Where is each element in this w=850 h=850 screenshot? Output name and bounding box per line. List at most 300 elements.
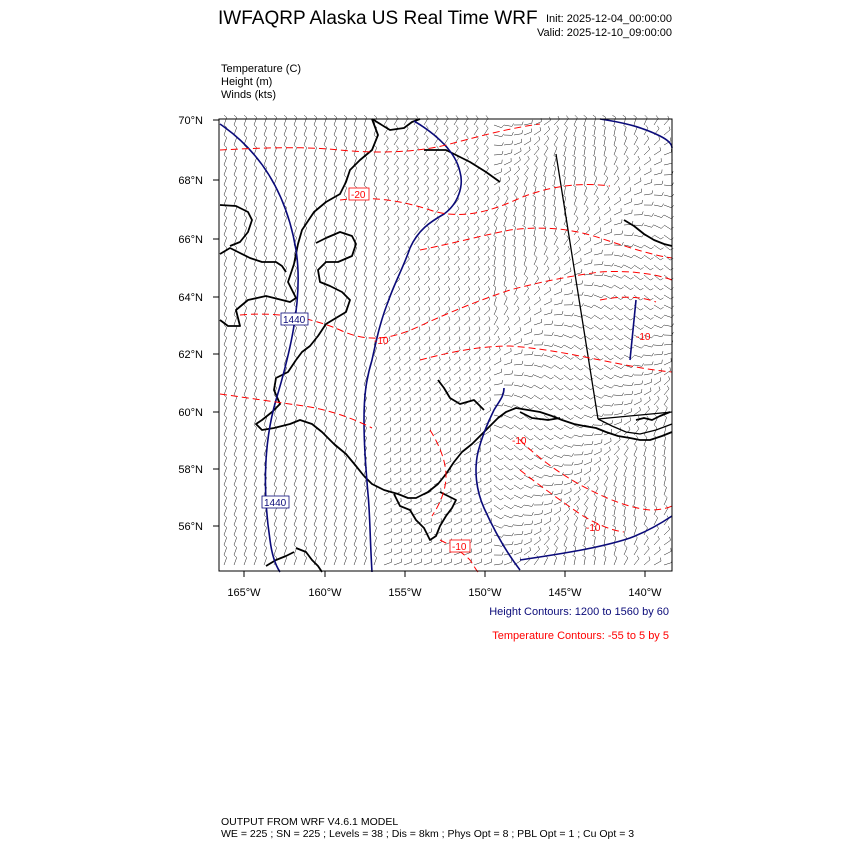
wind-barb — [384, 320, 390, 325]
wind-barb-flag — [244, 465, 247, 467]
wind-barb-flag — [420, 437, 421, 441]
wind-barb-flag — [532, 512, 533, 515]
wind-barb — [414, 421, 421, 425]
wind-barb — [614, 315, 620, 320]
wind-barb-flag — [374, 545, 377, 547]
wind-barb — [384, 249, 389, 255]
wind-barb-flag — [643, 465, 646, 467]
wind-barb — [454, 481, 461, 485]
wind-barb — [564, 239, 569, 246]
wind-barb-flag — [574, 525, 577, 527]
wind-barb-flag — [447, 206, 449, 209]
wind-barb — [394, 340, 400, 345]
lon-label-155: 155°W — [388, 587, 422, 599]
wind-barb — [584, 198, 587, 205]
wind-barb — [644, 315, 651, 319]
wind-barb-flag — [334, 485, 337, 487]
wind-barb-flag — [531, 396, 534, 398]
wind-barb-flag — [522, 384, 524, 387]
wind-barb — [664, 563, 672, 565]
wind-barb — [414, 471, 421, 475]
wind-barb-flag — [254, 325, 257, 327]
wind-barb — [274, 138, 277, 146]
wind-barb-flag — [572, 165, 575, 167]
wind-barb — [534, 445, 540, 450]
wind-barb-flag — [516, 295, 518, 298]
wind-barb — [484, 552, 491, 555]
wind-barb-flag — [480, 427, 481, 431]
lon-label-150: 150°W — [468, 587, 502, 599]
wind-barb — [364, 178, 367, 186]
wind-barb — [604, 557, 606, 565]
wind-barb-flag — [641, 267, 644, 269]
wind-barb-flag — [640, 278, 643, 280]
wind-barb-flag — [617, 176, 619, 179]
wind-barb — [514, 455, 520, 460]
wind-barb-flag — [541, 397, 544, 399]
wind-barb — [234, 338, 237, 346]
wind-barb-flag — [386, 146, 388, 149]
wind-barb — [414, 259, 419, 265]
wind-barb — [614, 458, 619, 465]
wind-barb — [514, 320, 520, 325]
wind-barb — [544, 158, 547, 165]
wind-barb — [354, 548, 357, 556]
wind-barb-flag — [364, 505, 367, 507]
wind-barb-flag — [508, 326, 509, 329]
wind-barb — [254, 328, 257, 336]
wind-barb — [544, 148, 548, 155]
wind-barb — [654, 518, 658, 525]
wind-barb — [564, 425, 571, 429]
wind-barb — [464, 421, 471, 425]
wind-barb-flag — [430, 397, 431, 400]
wind-barb — [324, 158, 327, 166]
wind-barb-flag — [324, 275, 327, 277]
wind-barb-flag — [420, 417, 421, 421]
wind-barb — [444, 279, 450, 285]
wind-barb — [444, 451, 451, 455]
wind-barb — [414, 320, 420, 325]
wind-barb — [224, 528, 227, 536]
wind-barb-flag — [386, 115, 388, 118]
wind-barb — [624, 265, 631, 269]
wind-barb-flag — [450, 448, 451, 452]
wind-barb-flag — [406, 146, 408, 149]
wind-barb-flag — [334, 405, 337, 407]
wind-barb-flag — [652, 362, 653, 365]
wind-barb — [534, 405, 540, 410]
wind-barb-flag — [486, 146, 488, 149]
wind-barb-flag — [374, 285, 377, 287]
wind-barb — [314, 128, 317, 136]
wind-barb — [624, 507, 625, 515]
wind-barb — [654, 487, 656, 495]
wind-barb — [614, 355, 621, 359]
wind-barb — [254, 378, 257, 386]
wind-barb — [284, 548, 287, 556]
wind-barb — [454, 532, 461, 535]
wind-barb — [404, 310, 410, 315]
wind-barb-flag — [487, 206, 489, 209]
wind-barb — [414, 279, 420, 285]
wind-barb — [334, 308, 337, 316]
wind-barb — [474, 411, 481, 416]
wind-barb — [224, 398, 227, 406]
wind-barb-flag — [552, 500, 553, 503]
wind-barb — [234, 208, 237, 216]
wind-barb-flag — [374, 245, 377, 247]
wind-barb — [554, 538, 558, 545]
wind-barb — [244, 458, 247, 466]
wind-barb — [454, 350, 460, 355]
wind-barb-flag — [411, 458, 412, 462]
wind-barb — [384, 471, 391, 475]
wind-barb-flag — [456, 135, 458, 138]
wind-barb-flag — [521, 148, 522, 151]
wind-barb-flag — [399, 327, 400, 330]
wind-barb — [274, 238, 277, 246]
lat-axis — [213, 120, 219, 526]
wind-barb — [604, 478, 608, 485]
wind-barb — [604, 365, 611, 369]
wind-barb-flag — [274, 145, 277, 147]
wind-barb-flag — [449, 296, 450, 299]
wind-barb-flag — [641, 178, 642, 182]
wind-barb — [324, 268, 327, 276]
wind-barb — [414, 431, 421, 435]
wind-barb — [374, 508, 377, 516]
wind-barb — [514, 247, 515, 255]
wind-barb-flag — [244, 175, 247, 177]
wind-barb — [474, 310, 480, 315]
wind-barb-flag — [264, 555, 267, 557]
wind-barb-flag — [490, 377, 491, 380]
wind-barb — [484, 390, 491, 395]
wind-barb-flag — [224, 245, 227, 247]
wind-barb — [604, 285, 611, 288]
wind-barb — [424, 380, 430, 385]
wind-barb — [434, 512, 441, 515]
wind-barb-flag — [490, 448, 491, 452]
wind-barb — [504, 162, 511, 165]
wind-barb — [424, 189, 429, 195]
wind-barb-flag — [254, 505, 257, 507]
wind-barb — [234, 228, 237, 236]
wind-barb-flag — [354, 525, 357, 527]
wind-barb-flag — [601, 396, 604, 398]
wind-barb — [644, 374, 652, 376]
wind-barb — [374, 418, 377, 426]
wind-barb — [304, 518, 307, 526]
wind-barb — [434, 431, 441, 435]
wind-barb-flag — [274, 175, 277, 177]
wind-barb-flag — [364, 295, 367, 297]
wind-barb — [524, 237, 526, 245]
wind-barb — [514, 475, 521, 480]
wind-barb — [394, 179, 399, 186]
wind-barb-flag — [294, 455, 297, 457]
wind-barb-flag — [274, 415, 277, 417]
wind-barb — [324, 218, 327, 226]
wind-barb — [224, 538, 227, 546]
wind-barb-flag — [364, 225, 367, 227]
wind-barb-flag — [437, 156, 439, 159]
wind-barb-flag — [647, 136, 649, 139]
wind-barb — [374, 288, 377, 296]
wind-barb — [624, 477, 626, 485]
wind-barb — [494, 228, 497, 236]
wind-barb-flag — [450, 407, 451, 410]
wind-barb-flag — [254, 485, 257, 487]
wind-barb-flag — [364, 125, 367, 127]
wind-barb — [644, 255, 651, 260]
wind-barb-flag — [467, 216, 469, 219]
wind-barb-flag — [546, 255, 548, 258]
wind-barb-flag — [552, 344, 554, 347]
wind-barb-flag — [460, 417, 461, 421]
wind-barb — [244, 128, 247, 136]
temp-label-5: -10 — [636, 332, 651, 343]
wind-barb-flag — [667, 386, 669, 389]
wind-barb-flag — [448, 256, 450, 259]
wind-barb — [404, 340, 410, 345]
wind-barb-flag — [387, 166, 389, 169]
wind-barb — [554, 207, 556, 215]
wind-barb — [324, 408, 327, 416]
wind-barb-flag — [254, 415, 257, 417]
wind-barb — [344, 348, 347, 356]
wind-barb — [404, 239, 409, 245]
wind-barb — [614, 385, 622, 387]
wind-barb — [304, 168, 307, 176]
wind-barb-flag — [562, 464, 564, 467]
wind-barb — [414, 148, 418, 155]
wind-barb — [434, 249, 439, 255]
wind-barb — [234, 438, 237, 446]
wind-barb-flag — [334, 155, 337, 157]
wind-barb — [384, 370, 390, 375]
wind-barb — [514, 543, 522, 545]
wind-barb — [574, 464, 582, 466]
wind-barb — [234, 508, 237, 516]
wind-barb-flag — [459, 327, 460, 330]
wind-barb — [244, 318, 247, 326]
wind-barb — [424, 229, 429, 235]
wind-barb — [224, 268, 227, 276]
wind-barb — [264, 408, 267, 416]
wind-barb — [564, 157, 566, 165]
wind-barb-flag — [553, 215, 556, 217]
wind-barb-flag — [224, 315, 227, 317]
wind-barb-flag — [304, 155, 307, 157]
wind-barb — [634, 548, 638, 555]
wind-barb-flag — [602, 284, 604, 287]
wind-barb — [384, 138, 388, 145]
wind-barb-flag — [497, 326, 499, 329]
wind-barb — [384, 512, 391, 515]
wind-barb — [244, 498, 247, 506]
wind-barb — [284, 168, 287, 176]
wind-barb-flag — [602, 414, 604, 417]
wind-barb-flag — [314, 195, 317, 197]
wind-barb-flag — [446, 125, 448, 128]
wind-barb — [234, 188, 237, 196]
wind-barb-flag — [387, 176, 389, 179]
wind-barb — [524, 495, 532, 498]
wind-barb-flag — [314, 525, 317, 527]
wind-barb — [404, 148, 408, 155]
wind-barb-flag — [611, 218, 612, 221]
wind-barb — [434, 340, 440, 345]
wind-barb — [344, 468, 347, 476]
wind-barb-flag — [224, 525, 227, 527]
wind-barb-flag — [469, 367, 470, 370]
wind-barb — [654, 390, 660, 395]
wind-barb — [384, 451, 391, 455]
wind-barb-flag — [406, 115, 408, 118]
wind-barb-flag — [374, 265, 377, 267]
wind-barb-flag — [344, 385, 347, 387]
wind-barb-flag — [314, 285, 317, 287]
wind-barb-flag — [500, 177, 501, 181]
wind-barb-flag — [512, 235, 515, 237]
wind-barb-flag — [646, 535, 648, 538]
wind-barb-flag — [567, 236, 569, 239]
wind-barb — [574, 187, 576, 195]
wind-barb — [504, 485, 510, 490]
wind-barb — [244, 328, 247, 336]
wind-barb-flag — [324, 335, 327, 337]
temp-label-2: -10 — [374, 336, 389, 347]
wind-barb — [424, 138, 428, 145]
wind-barb-flag — [512, 371, 513, 374]
wind-barb-flag — [520, 327, 521, 330]
wind-barb — [334, 528, 337, 536]
wind-barb-flag — [438, 236, 440, 239]
wind-barb-flag — [374, 475, 377, 477]
wind-barb-flag — [646, 425, 648, 428]
wind-barb — [474, 128, 478, 135]
wind-barb-flag — [294, 155, 297, 157]
wind-barb-flag — [234, 225, 237, 227]
wind-barb — [224, 548, 227, 556]
wind-barb-flag — [502, 245, 505, 247]
wind-barb-flag — [420, 448, 421, 452]
wind-barb-flag — [324, 145, 327, 147]
wind-barb-flag — [417, 166, 419, 169]
wind-barb — [584, 480, 590, 485]
wind-barb-flag — [662, 325, 664, 328]
wind-barb — [594, 547, 595, 555]
wind-barb — [224, 138, 227, 146]
wind-barb-flag — [324, 395, 327, 397]
wind-barb — [534, 289, 540, 295]
wind-barb — [524, 395, 531, 399]
wind-barb — [594, 231, 601, 235]
wind-barb-flag — [364, 255, 367, 257]
wind-barb — [264, 338, 267, 346]
wind-barb-flag — [437, 186, 439, 189]
wind-barb — [294, 348, 297, 356]
wind-barb-flag — [478, 266, 479, 269]
wind-barb-flag — [604, 155, 607, 157]
wind-barb — [654, 354, 662, 355]
wind-barb-flag — [581, 337, 584, 339]
wind-barb-flag — [581, 348, 584, 350]
wind-barb — [594, 209, 599, 215]
wind-barb-flag — [284, 165, 287, 167]
wind-barb-flag — [304, 165, 307, 167]
wind-barb-flag — [254, 265, 257, 267]
wind-barb-flag — [314, 135, 317, 137]
wind-barb — [284, 378, 287, 386]
wind-barb-flag — [438, 246, 440, 249]
wind-barb-flag — [512, 524, 514, 527]
wind-barb-flag — [488, 286, 489, 289]
wind-barb-flag — [314, 125, 317, 127]
wind-barb-flag — [387, 216, 389, 219]
wind-barb-flag — [294, 495, 297, 497]
wind-barb — [494, 435, 501, 439]
wind-barb-flag — [563, 165, 566, 167]
wind-barb — [434, 350, 440, 355]
wind-barb-flag — [493, 275, 496, 277]
wind-barb — [344, 138, 347, 146]
wind-barb-flag — [244, 135, 247, 137]
wind-barb-flag — [532, 351, 533, 354]
wind-barb-flag — [429, 327, 430, 330]
wind-barb — [404, 360, 410, 365]
wind-barb — [654, 215, 662, 218]
wind-barb — [604, 127, 605, 135]
wind-barb — [234, 428, 237, 436]
wind-barb-flag — [642, 223, 644, 226]
wind-barb — [254, 498, 257, 506]
wind-barb-flag — [234, 365, 237, 367]
wind-barb — [264, 178, 267, 186]
wind-barb-flag — [510, 337, 511, 340]
wind-barb-flag — [512, 550, 513, 554]
wind-barb-flag — [374, 505, 377, 507]
wind-barb — [614, 147, 617, 155]
wind-barb — [594, 434, 602, 435]
wind-barb — [234, 468, 237, 476]
wind-barb-flag — [612, 403, 614, 406]
wind-barb — [554, 385, 560, 390]
wind-barb-flag — [427, 166, 429, 169]
wind-barb — [464, 269, 470, 275]
wind-barb-flag — [224, 505, 227, 507]
wind-barb — [404, 138, 408, 145]
wind-barb-flag — [594, 505, 597, 507]
wind-barb — [434, 259, 439, 265]
wind-barb-flag — [626, 155, 628, 158]
wind-barb — [464, 481, 471, 485]
wind-barb — [544, 435, 551, 440]
wind-barb — [314, 498, 317, 506]
wind-barb — [484, 360, 490, 365]
wind-barb — [474, 562, 482, 565]
wind-barb-flag — [584, 185, 587, 187]
wind-barb-flag — [254, 405, 257, 407]
wind-barb — [254, 528, 257, 536]
wind-barb — [504, 237, 506, 245]
wind-barb-flag — [344, 275, 347, 277]
wind-barb-flag — [234, 535, 237, 537]
wind-barb — [344, 248, 347, 256]
wind-barb-flag — [334, 465, 337, 467]
